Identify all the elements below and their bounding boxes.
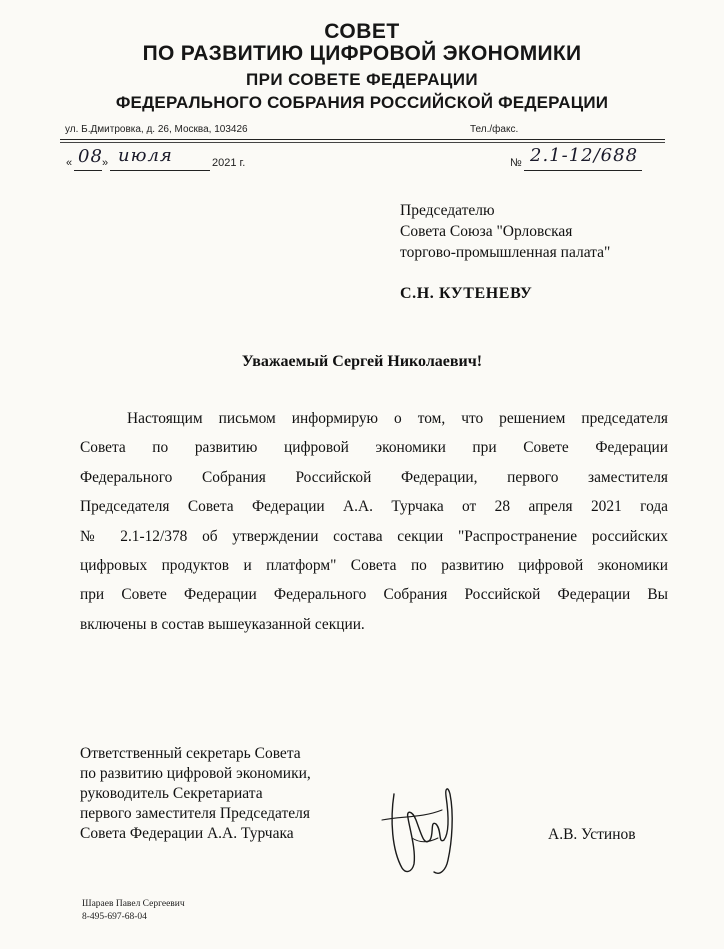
body-line: Настоящим письмом информирую о том, что решением председателя [127, 410, 668, 427]
signatory-position-line: Совета Федерации А.А. Турчака [80, 825, 294, 842]
addressee-line: Председателю [400, 202, 495, 219]
signatory-position-line: руководитель Секретариата [80, 785, 263, 802]
addressee-block [400, 200, 610, 263]
executor-info [82, 898, 185, 924]
signatory-position-line: первого заместителя Председателя [80, 805, 311, 822]
body-line: цифровых продуктов и платформ" Совета по развитию цифровой экономики [80, 556, 668, 574]
body-line: при Совете Федерации Федерального Собрания Российской Федерации Вы [80, 586, 668, 604]
handwritten-signature [372, 780, 472, 880]
body-line: № 2.1-12/378 об утверждении состава секции "Распространение российских [80, 527, 668, 545]
addressee-line: Совета Союза "Орловская [400, 223, 573, 240]
number-underline [524, 170, 642, 171]
signatory-name: А.В. Устинов [548, 826, 636, 843]
letterhead-line-4: ФЕДЕРАЛЬНОГО СОБРАНИЯ РОССИЙСКОЙ ФЕДЕРАЦИИ [115, 93, 609, 112]
letterhead-rule [60, 139, 665, 140]
recipient-name: С.Н. КУТЕНЕВУ [400, 285, 533, 302]
date-month-handwritten: июля [118, 145, 173, 166]
date-quote-open: « [66, 157, 73, 169]
date-day-underline [74, 170, 102, 171]
date-year: 2021 г. [212, 157, 246, 169]
body-line: Председателя Совета Федерации А.А. Турчака от 28 апреля 2021 года [80, 498, 668, 516]
number-label: № [510, 157, 522, 169]
body-line: Федерального Собрания Российской Федерации, первого заместителя [80, 468, 668, 486]
date-quote-close: » [102, 157, 109, 169]
letterhead-address: ул. Б.Дмитровка, д. 26, Москва, 103426 [65, 124, 248, 135]
signatory-position-line: Ответственный секретарь Совета [80, 745, 301, 762]
executor-phone: 8-495-697-68-04 [82, 912, 147, 922]
date-field [66, 145, 266, 174]
number-field [510, 145, 650, 174]
signatory-position-line: по развитию цифровой экономики, [80, 765, 311, 782]
salutation: Уважаемый Сергей Николаевич! [241, 353, 483, 370]
body-line: включены в состав вышеуказанной секции. [80, 615, 365, 633]
letterhead-rule-thin [60, 142, 665, 143]
letterhead-line-1: СОВЕТ [324, 20, 400, 43]
number-handwritten: 2.1-12/688 [530, 145, 639, 166]
signatory-position [80, 744, 311, 844]
executor-name: Шараев Павел Сергеевич [82, 899, 185, 909]
body-line: Совета по развитию цифровой экономики при Совете Федерации [80, 439, 668, 457]
letterhead-line-2: ПО РАЗВИТИЮ ЦИФРОВОЙ ЭКОНОМИКИ [142, 42, 582, 65]
date-day-handwritten: 08 [78, 146, 103, 167]
addressee-line: торгово-промышленная палата" [400, 244, 611, 261]
letter-body [80, 404, 668, 639]
date-month-underline [110, 170, 210, 171]
letterhead-line-3: ПРИ СОВЕТЕ ФЕДЕРАЦИИ [246, 70, 478, 89]
letterhead-phone-label: Тел./факс. [470, 124, 519, 135]
